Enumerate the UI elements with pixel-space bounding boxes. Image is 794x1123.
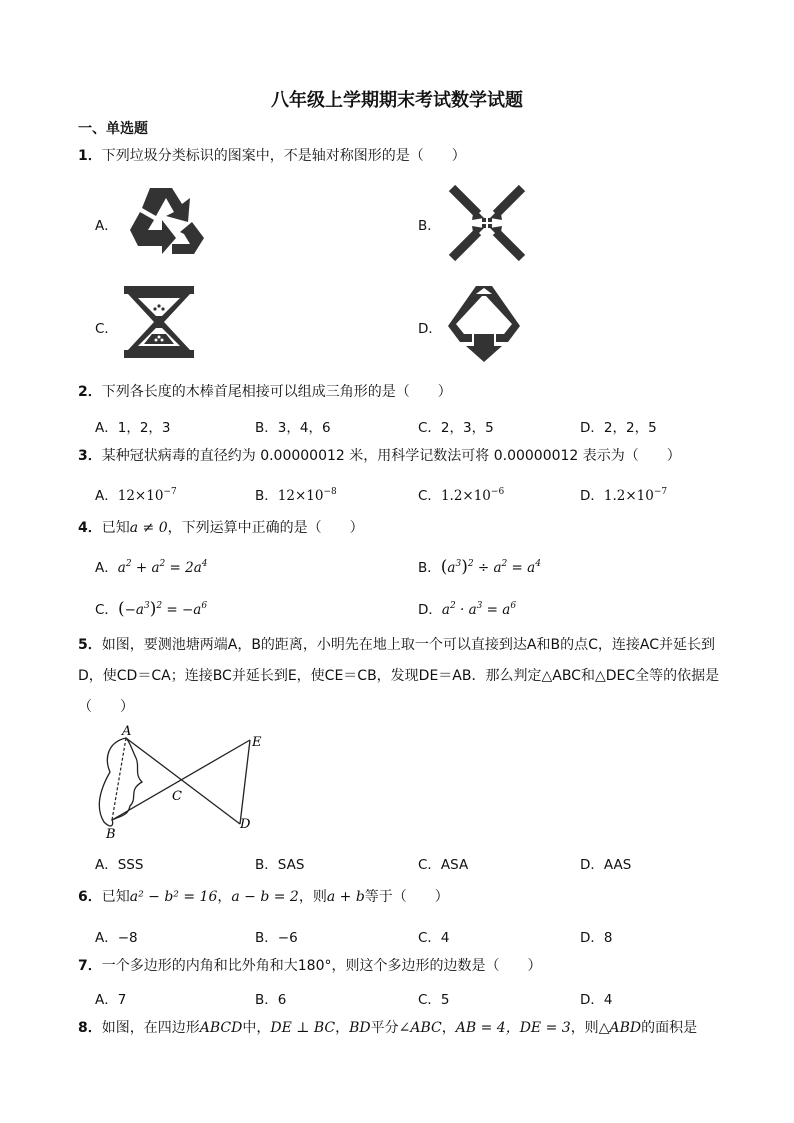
option-b: B．6	[255, 992, 287, 1008]
option-d: D．$a^2 \cdot a^3 = a^6$	[418, 601, 517, 618]
option-c: C．ASA	[418, 857, 469, 873]
option-a: A．$a^2 + a^2 = 2a^4$	[95, 559, 208, 576]
option-d: D．8	[580, 930, 613, 946]
question-text: 下列垃圾分类标识的图案中，不是轴对称图形的是（ ）	[101, 148, 466, 164]
option-a: A．1，2，3	[95, 420, 171, 436]
option-b: B．	[418, 218, 441, 234]
option-a: A．7	[95, 992, 127, 1008]
option-c: C．	[95, 321, 118, 337]
question-number: 6．	[78, 889, 102, 905]
question-2	[78, 382, 452, 402]
label-a: A	[122, 724, 132, 739]
hourglass-icon	[122, 284, 196, 360]
option-d: D．	[418, 321, 442, 337]
option-b: B．−6	[255, 930, 298, 946]
question-text: 一个多边形的内角和比外角和大180°，则这个多边形的边数是（ ）	[101, 958, 542, 974]
four-arrows-icon	[446, 182, 528, 264]
question-number: 4．	[78, 520, 102, 536]
question-text: 如图，要测池塘两端A，B的距离，小明先在地上取一个可以直接到达A和B的点C，连接AC并延长到D，使CD＝CA；连接BC并延长到E，使CE＝CB，发现DE＝AB．那么判定△ABC和△DEC全等的依据是（ ）	[78, 637, 720, 715]
option-d: D．4	[580, 992, 613, 1008]
label-b: B	[106, 827, 116, 842]
question-6: 6．已知a² − b² = 16，a − b = 2，则a + b等于（ ）	[78, 889, 449, 905]
question-number: 2．	[78, 384, 102, 400]
question-number: 1．	[78, 148, 102, 164]
question-number: 5．	[78, 637, 102, 653]
option-c: C．5	[418, 992, 450, 1008]
question-number: 8．	[78, 1020, 102, 1036]
page-title: 八年级上学期期末考试数学试题	[271, 90, 523, 111]
question-1	[78, 146, 466, 166]
section-heading: 一、单选题	[78, 121, 148, 137]
question-8: 8．如图，在四边形ABCD中，DE ⊥ BC，BD平分∠ABC，AB = 4，DE = 3，则△ABD的面积是	[78, 1020, 698, 1036]
option-b: B．$12\times 10^{-8}$	[255, 487, 337, 504]
option-c: C．4	[418, 930, 450, 946]
question-text: 下列各长度的木棒首尾相接可以组成三角形的是（ ）	[101, 384, 452, 400]
label-e: E	[252, 735, 262, 750]
option-a: A．−8	[95, 930, 138, 946]
pond-triangle-figure	[90, 724, 270, 846]
expression: a + b	[326, 889, 365, 905]
condition-1: a² − b² = 16	[129, 889, 218, 905]
label-c: C	[172, 789, 182, 804]
question-7	[78, 956, 541, 976]
option-c: C．$(-a^3)^2 = -a^6$	[95, 599, 208, 619]
recycle-icon	[120, 182, 210, 266]
option-b: B．$(a^3)^2 \div a^2 = a^4$	[418, 557, 541, 577]
option-d: D．$1.2\times 10^{-7}$	[580, 487, 668, 504]
question-4: 4．已知a ≠ 0，下列运算中正确的是（ ）	[78, 520, 364, 536]
option-c: C．$1.2\times 10^{-6}$	[418, 487, 505, 504]
question-number: 3．	[78, 448, 102, 464]
option-d: D．AAS	[580, 857, 632, 873]
condition-2: a − b = 2	[231, 889, 299, 905]
condition: a ≠ 0	[129, 520, 168, 536]
option-b: B．3，4，6	[255, 420, 331, 436]
question-5	[78, 630, 738, 723]
option-a: A．	[95, 218, 118, 234]
option-a: A．SSS	[95, 857, 144, 873]
option-c: C．2，3，5	[418, 420, 494, 436]
label-d: D	[240, 817, 251, 832]
option-a: A．$12\times 10^{-7}$	[95, 487, 177, 504]
question-text: 某种冠状病毒的直径约为 0.00000012 米，用科学记数法可将 0.00000012 表示为（ ）	[101, 448, 681, 464]
option-d: D．2，2，5	[580, 420, 657, 436]
question-number: 7．	[78, 958, 102, 974]
arrow-loop-icon	[446, 284, 522, 364]
question-3	[78, 446, 681, 466]
option-b: B．SAS	[255, 857, 305, 873]
